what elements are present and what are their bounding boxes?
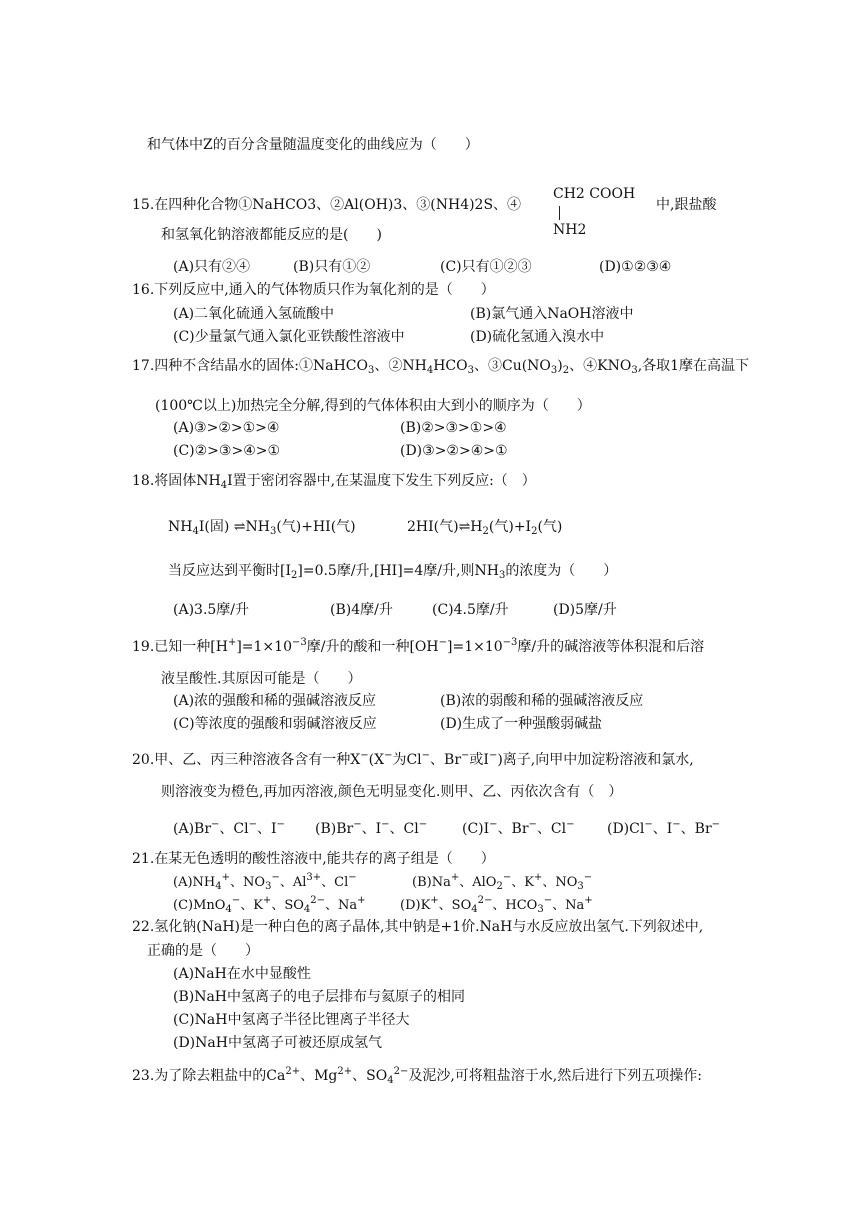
q17-option-d: (D)③>②>④>① bbox=[400, 443, 508, 459]
continuation-line: 和气体中Z的百分含量随温度变化的曲线应为（ ） bbox=[147, 137, 479, 153]
q21-option-a: $(A)NH_4^+$、$NO_3^-$、$Al^{3+}$、Cl− bbox=[173, 872, 357, 892]
q20-option-a: (A)Br−、Cl−、I− bbox=[173, 819, 285, 837]
question-19-line2: 液呈酸性.其原因可能是（ ） bbox=[161, 671, 362, 687]
q22-option-d: (D)NaH中氢离子可被还原成氢气 bbox=[173, 1035, 382, 1051]
question-22-line2: 正确的是（ ） bbox=[147, 943, 259, 959]
q21-option-b: (B)Na+、AlO$_2$−、K+、$NO_3^-$ bbox=[412, 872, 593, 892]
question-23: 23.为了除去粗盐中的$Ca^{2+}$、$Mg^{2+}$、$SO_4^{2-}$及泥沙,可将粗盐溶于水,然后进行下列五项操作: bbox=[132, 1066, 702, 1086]
q18-option-b: (B)4摩/升 bbox=[330, 602, 393, 618]
q18-option-d: (D)5摩/升 bbox=[553, 602, 617, 618]
q17-option-b: (B)②>③>①>④ bbox=[400, 420, 507, 436]
question-22: 22.氢化钠(NaH)是一种白色的离子晶体,其中钠是+1价.NaH与水反应放出氢气.下列叙述中, bbox=[132, 919, 704, 935]
q18-condition: 当反应达到平衡时$[I_2]=0.5$摩/升,[HI]=4摩/升,则$NH_3$的浓度为（ ） bbox=[168, 563, 618, 581]
q15-option-d: (D)①②③④ bbox=[599, 259, 672, 275]
q19-option-a: (A)浓的强酸和稀的强碱溶液反应 bbox=[173, 693, 377, 709]
q16-option-b: (B)氯气通入NaOH溶液中 bbox=[470, 306, 634, 322]
q16-option-d: (D)硫化氢通入溴水中 bbox=[470, 329, 605, 345]
q20-option-d: (D)Cl−、I−、Br− bbox=[607, 819, 721, 837]
q15-option-a: (A)只有②④ bbox=[173, 259, 251, 275]
q16-option-a: (A)二氧化硫通入氢硫酸中 bbox=[173, 306, 335, 322]
q17-option-c: (C)②>③>④>① bbox=[173, 443, 281, 459]
question-15: 15.在四种化合物①NaHCO3、②Al(OH)3、③(NH4)2S、④ bbox=[132, 197, 522, 213]
bond-line bbox=[559, 206, 560, 220]
q20-option-b: (B)Br−、I−、Cl− bbox=[315, 819, 428, 837]
q17-option-a: (A)③>②>①>④ bbox=[173, 420, 280, 436]
question-20: 20.甲、乙、丙三种溶液各含有一种X−(X−为Cl−、Br−或I−)离子,向甲中加淀粉溶液和氯水, bbox=[132, 750, 694, 768]
question-15-line2: 和氢氧化钠溶液都能反应的是( ) bbox=[161, 227, 382, 243]
q18-text-b: I置于密闭容器中,在某温度下发生下列反应:（ ） bbox=[227, 473, 536, 489]
q21-option-c: (C)MnO$_4$−、K+、$SO_4^{2-}$、Na+ bbox=[173, 895, 366, 915]
amino-acid-structure bbox=[553, 186, 653, 242]
q18-option-a: (A)3.5摩/升 bbox=[173, 602, 250, 618]
q18-text-a: 18.将固体NH bbox=[132, 473, 221, 489]
question-21: 21.在某无色透明的酸性溶液中,能共存的离子组是（ ） bbox=[132, 851, 495, 867]
structure-bottom: NH2 bbox=[553, 222, 587, 238]
q15-option-c: (C)只有①②③ bbox=[440, 259, 532, 275]
question-20-line2: 则溶液变为橙色,再加丙溶液,颜色无明显变化.则甲、乙、丙依次含有（ ） bbox=[161, 784, 623, 800]
question-15-tail: 中,跟盐酸 bbox=[656, 197, 717, 213]
q18-option-c: (C)4.5摩/升 bbox=[432, 602, 509, 618]
q19-option-d: (D)生成了一种强酸弱碱盐 bbox=[440, 716, 603, 732]
q22-option-c: (C)NaH中氢离子半径比锂离子半径大 bbox=[173, 1012, 410, 1028]
q22-option-b: (B)NaH中氢离子的电子层排布与氦原子的相同 bbox=[173, 989, 466, 1005]
q15-option-b: (B)只有①② bbox=[293, 259, 371, 275]
question-17: 17.四种不含结晶水的固体:①NaHCO$_3$、$②NH_4HCO_3$、$③Cu(NO_3)_2$、$④KNO_3$,各取1摩在高温下 bbox=[132, 358, 750, 376]
reaction-2: 2HI(气)$\rightleftharpoons H_2$(气)$+I_2$(气) bbox=[407, 519, 563, 537]
question-18: 18.将固体$NH_4I$置于密闭容器中,在某温度下发生下列反应:（ ） bbox=[132, 473, 536, 491]
reaction-1: $NH_4I$(固) $\rightleftharpoons NH_3$(气)+HI(气) bbox=[168, 519, 356, 537]
question-19: 19.已知一种$[H^+]=1\times 10^{-3}$摩/升的酸和一种$[OH^-]=1\times 10^{-3}$摩/升的碱溶液等体积混和后溶 bbox=[132, 637, 705, 655]
structure-top: CH2 COOH bbox=[553, 186, 636, 202]
question-17-line2: (100℃以上)加热完全分解,得到的气体体积由大到小的顺序为（ ） bbox=[155, 398, 591, 414]
q19-option-b: (B)浓的弱酸和稀的强碱溶液反应 bbox=[440, 693, 644, 709]
question-16: 16.下列反应中,通入的气体物质只作为氧化剂的是（ ） bbox=[132, 282, 495, 298]
q22-option-a: (A)NaH在水中显酸性 bbox=[173, 966, 311, 982]
q19-option-c: (C)等浓度的强酸和弱碱溶液反应 bbox=[173, 716, 377, 732]
q16-option-c: (C)少量氯气通入氯化亚铁酸性溶液中 bbox=[173, 329, 405, 345]
q20-option-c: (C)I−、Br−、Cl− bbox=[462, 819, 575, 837]
q21-option-d: (D)K+、$SO_4^{2-}$、$HCO_3^-$、Na+ bbox=[400, 895, 593, 915]
